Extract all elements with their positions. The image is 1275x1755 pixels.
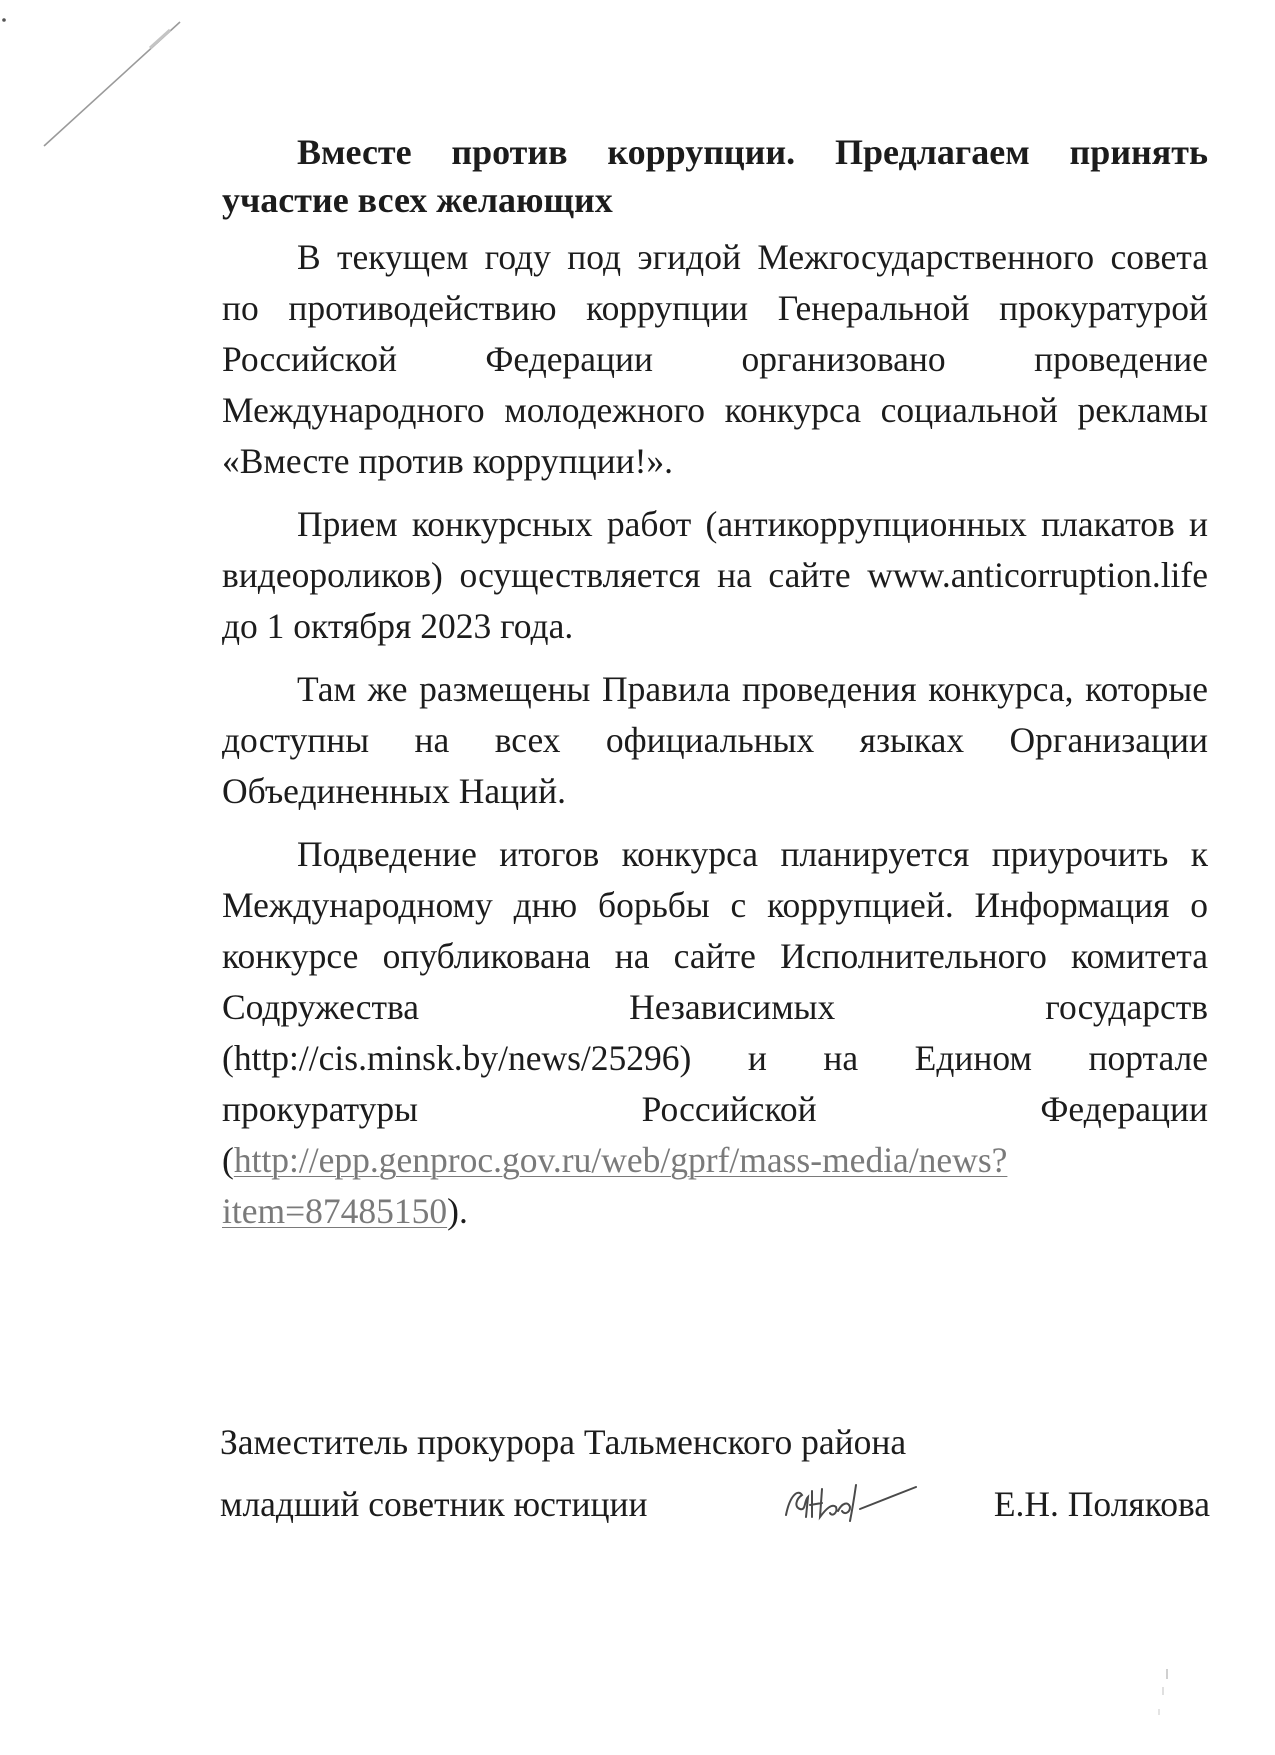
signatory-name: Е.Н. Полякова <box>993 1484 1210 1524</box>
letter-body <box>222 128 1208 1249</box>
link-close-paren: ). <box>447 1191 468 1231</box>
signature-block <box>220 1417 1210 1541</box>
link-open-paren: ( <box>222 1140 234 1180</box>
signatory-rank: младший советник юстиции <box>220 1484 648 1524</box>
paragraph-rules-info: Там же размещены Правила проведения конкурса, которые доступны на всех официальных языках Организации Объединенных Наций. <box>222 669 1208 811</box>
handwritten-signature <box>776 1465 956 1535</box>
paragraph-contest-announcement: В текущем году под эгидой Межгосударственного совета по противодействию коррупции Генеральной прокуратурой Российской Федерации организовано проведение Международного молодежного конкурса социальной рекламы «Вместе против коррупции!». <box>222 237 1208 481</box>
paragraph-results-info <box>222 829 1208 1237</box>
signature-rank-line <box>220 1479 1210 1541</box>
paragraph-submission-info: Прием конкурсных работ (антикоррупционных плакатов и видеороликов) осуществляется на сайте www.anticorruption.life до 1 октября 2023 года. <box>222 504 1208 646</box>
genproc-news-link[interactable]: http://epp.genproc.gov.ru/web/gprf/mass-media/news?item=87485150 <box>222 1140 1008 1231</box>
signature-position-line <box>220 1417 1210 1479</box>
document-title: Вместе против коррупции. Предлагаем принять участие всех желающих <box>222 132 1208 220</box>
results-info-text: Подведение итогов конкурса планируется приурочить к Международному дню борьбы с коррупцией. Информация о конкурсе опубликована на сайте Исполнительного комитета Содружества Независимых государств (http://cis.minsk.by/news/25296) и на Едином портале прокуратуры Российской Федерации <box>222 834 1208 1129</box>
signatory-position: Заместитель прокурора Тальменского района <box>220 1422 907 1462</box>
scan-streak-mark <box>0 0 220 160</box>
scan-speck <box>1155 1665 1179 1725</box>
